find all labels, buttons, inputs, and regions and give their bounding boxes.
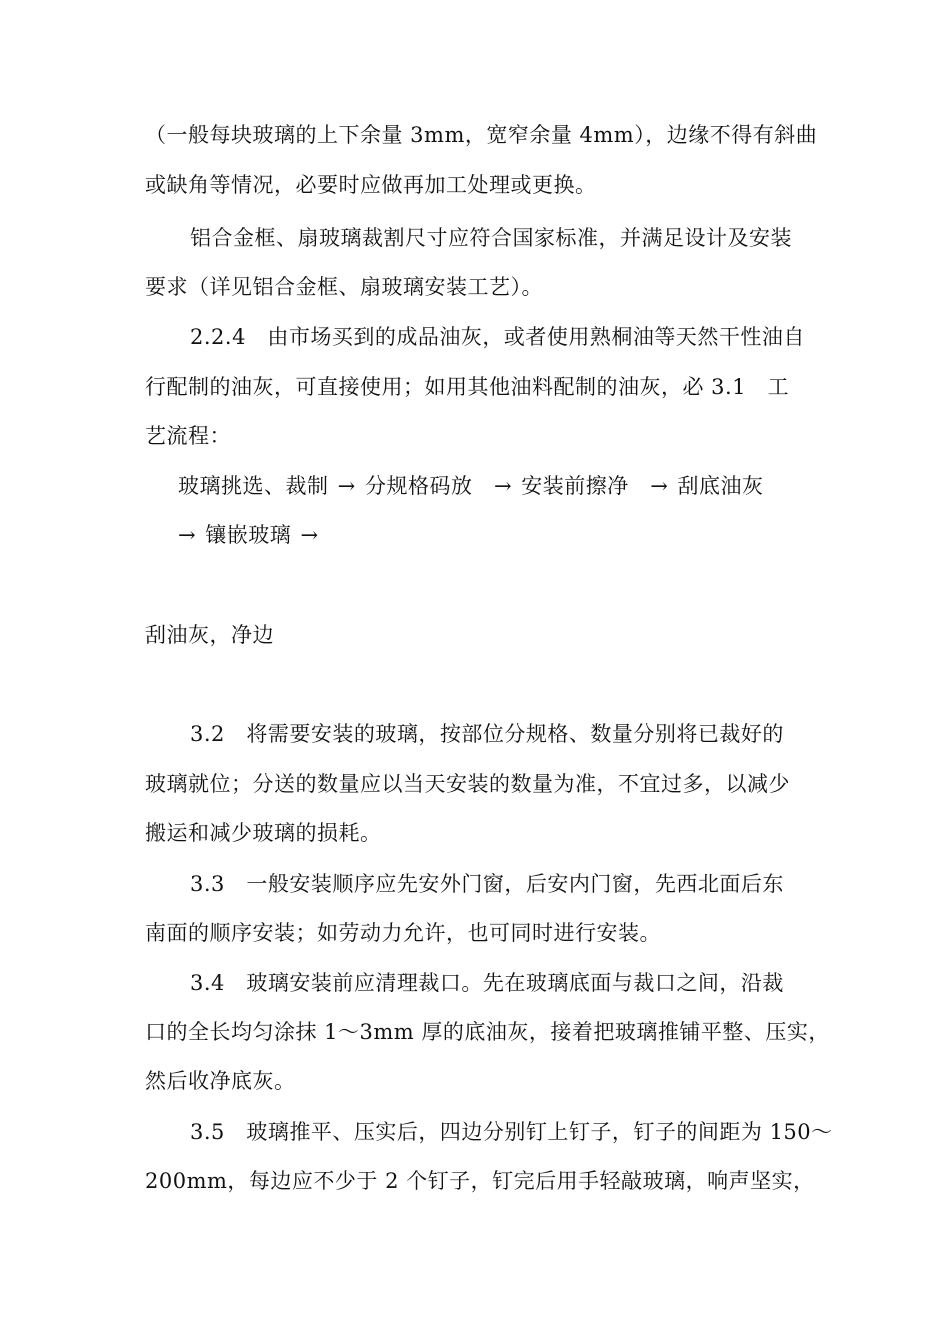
process-flow-line: → 镶嵌玻璃 → xyxy=(178,523,319,547)
text-line: （一般每块玻璃的上下余量 3mm，宽窄余量 4mm），边缘不得有斜曲 xyxy=(145,123,818,147)
section-3-2-line: 3.2 将需要安装的玻璃，按部位分规格、数量分别将已裁好的 xyxy=(190,722,784,746)
text-line: 玻璃就位；分送的数量应以当天安装的数量为准，不宜过多，以减少 xyxy=(145,772,790,796)
text-line: 或缺角等情况，必要时应做再加工处理或更换。 xyxy=(145,173,597,197)
paragraph-line: 铝合金框、扇玻璃裁割尺寸应符合国家标准，并满足设计及安装 xyxy=(190,226,792,250)
text-line: 搬运和减少玻璃的损耗。 xyxy=(145,821,382,845)
process-flow-line: 玻璃挑选、裁制 → 分规格码放 → 安装前擦净 → 刮底油灰 xyxy=(178,474,764,498)
text-line: 要求（详见铝合金框、扇玻璃安装工艺）。 xyxy=(145,275,543,299)
text-line: 艺流程： xyxy=(145,424,231,448)
text-line: 南面的顺序安装；如劳动力允许，也可同时进行安装。 xyxy=(145,921,661,945)
text-line: 200mm，每边应不少于 2 个钉子，钉完后用手轻敲玻璃，响声坚实， xyxy=(145,1169,815,1193)
section-3-3-line: 3.3 一般安装顺序应先安外门窗，后安内门窗，先西北面后东 xyxy=(190,872,784,896)
text-line: 口的全长均匀涂抹 1～3mm 厚的底油灰，接着把玻璃推铺平整、压实， xyxy=(145,1020,830,1044)
section-3-4-line: 3.4 玻璃安装前应清理裁口。先在玻璃底面与裁口之间，沿裁 xyxy=(190,971,784,995)
section-2-2-4-line: 2.2.4 由市场买到的成品油灰，或者使用熟桐油等天然干性油自 xyxy=(190,325,805,349)
section-3-5-line: 3.5 玻璃推平、压实后，四边分别钉上钉子，钉子的间距为 150～ xyxy=(190,1120,833,1144)
process-flow-line: 刮油灰，净边 xyxy=(145,623,274,647)
text-line: 行配制的油灰，可直接使用；如用其他油料配制的油灰，必 3.1 工 xyxy=(145,375,790,399)
text-line: 然后收净底灰。 xyxy=(145,1069,296,1093)
